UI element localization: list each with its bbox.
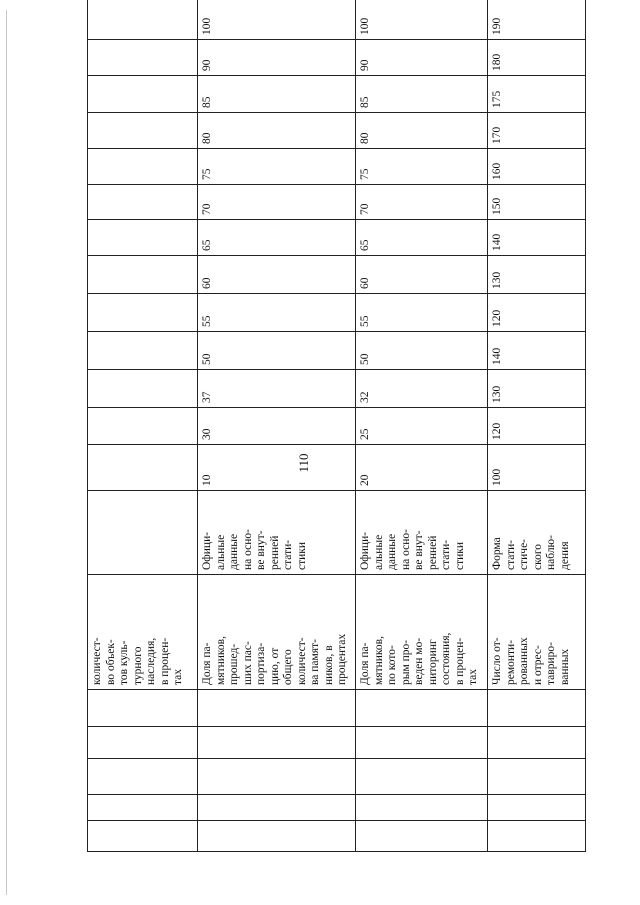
value-cell: 90	[356, 40, 488, 76]
value-cell: 50	[198, 332, 356, 370]
value-cell: 140	[488, 332, 586, 370]
value-cell: 80	[198, 113, 356, 149]
table-row	[356, 0, 488, 852]
value-cell: 37	[198, 370, 356, 408]
source-cell: Офици- альные данные на осно- ве внут- ренней стати- стики	[198, 491, 356, 575]
value-cell: 75	[198, 149, 356, 185]
value-cell: 180	[488, 40, 586, 76]
table-row	[488, 0, 586, 852]
value-cell: 25	[356, 408, 488, 445]
value-cell: 130	[488, 370, 586, 408]
table-row	[198, 0, 356, 852]
source-cell: Офици- альные данные на осно- ве внут- ренней стати- стики	[356, 491, 488, 575]
value-cell: 55	[356, 294, 488, 332]
indicator-cell: Доля па- мятников, прошед- ших пас- портиза- цию, от общего количест- ва памят- ников, в процентах	[198, 575, 356, 690]
value-cell: 10	[198, 445, 356, 491]
value-cell: 85	[356, 76, 488, 113]
scan-edge-line	[6, 10, 7, 895]
value-cell: 120	[488, 294, 586, 332]
value-cell: 100	[488, 445, 586, 491]
value-cell: 100	[198, 0, 356, 40]
value-cell: 85	[198, 76, 356, 113]
value-cell: 100	[356, 0, 488, 40]
indicator-cell: количест- во объек- тов куль- турного наследия, в процен- тах	[88, 575, 198, 690]
rotated-table-container	[87, 18, 585, 852]
value-cell: 140	[488, 220, 586, 256]
indicator-cell: Доля па- мятников, по кото- рым про- веден мо- ниторинг состояния, в процен- тах	[356, 575, 488, 690]
value-cell: 160	[488, 149, 586, 185]
value-cell: 65	[198, 220, 356, 256]
value-cell: 175	[488, 76, 586, 113]
value-cell: 50	[356, 332, 488, 370]
value-cell: 120	[488, 408, 586, 445]
value-cell: 150	[488, 185, 586, 220]
value-cell: 75	[356, 149, 488, 185]
indicators-table	[87, 0, 586, 852]
indicator-cell: Число от- ремонти- рованных и отрес- тавриро- ванных	[488, 575, 586, 690]
page-number: 110	[296, 453, 311, 473]
source-cell	[88, 491, 198, 575]
value-cell: 90	[198, 40, 356, 76]
table-row	[88, 0, 198, 852]
value-cell: 60	[198, 256, 356, 294]
value-cell: 55	[198, 294, 356, 332]
source-cell: Форма стати- стиче- ского наблю- дения	[488, 491, 586, 575]
value-cell: 30	[198, 408, 356, 445]
value-cell: 60	[356, 256, 488, 294]
value-cell: 65	[356, 220, 488, 256]
value-cell: 170	[488, 113, 586, 149]
value-cell: 80	[356, 113, 488, 149]
value-cell: 20	[356, 445, 488, 491]
value-cell: 130	[488, 256, 586, 294]
value-cell: 70	[198, 185, 356, 220]
value-cell: 190	[488, 0, 586, 40]
value-cell: 70	[356, 185, 488, 220]
value-cell: 32	[356, 370, 488, 408]
